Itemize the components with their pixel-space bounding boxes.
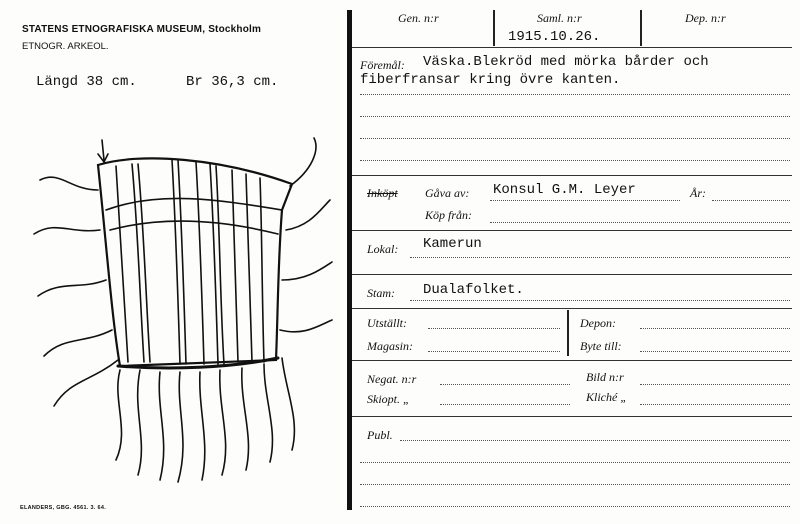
- dotted-line: [410, 300, 790, 301]
- dotted-line: [712, 200, 790, 201]
- bag-illustration: [20, 130, 340, 490]
- publ-label: Publ.: [367, 428, 393, 442]
- utstallt-label: Utställt:: [367, 316, 408, 330]
- length-value: Längd 38 cm.: [36, 74, 137, 90]
- negat-label: Negat. n:r: [367, 372, 417, 386]
- struck-label: Inköpt: [367, 186, 398, 200]
- gen-label: Gen. n:r: [398, 11, 439, 25]
- margin-rule: [347, 10, 352, 510]
- dotted-line: [360, 138, 790, 139]
- dotted-line: [360, 116, 790, 117]
- dotted-line: [410, 257, 790, 258]
- section-rule: [352, 308, 792, 309]
- dotted-line: [440, 384, 570, 385]
- dotted-line: [640, 351, 790, 352]
- section-rule: [352, 274, 792, 275]
- lokal-value: Kamerun: [423, 236, 482, 252]
- dotted-line: [428, 328, 560, 329]
- dotted-line: [360, 462, 790, 463]
- separator: [493, 10, 495, 46]
- stam-label: Stam:: [367, 286, 395, 300]
- dotted-line: [440, 404, 570, 405]
- gava-label: Gåva av:: [425, 186, 470, 200]
- museum-name: STATENS ETNOGRAFISKA MUSEUM, Stockholm: [22, 24, 262, 35]
- dotted-line: [640, 328, 790, 329]
- foremal-line1: Väska.Blekröd med mörka bårder och: [423, 54, 709, 70]
- header-rule: [352, 47, 792, 48]
- skiopt-label: Skiopt. „: [367, 392, 410, 406]
- saml-value: 1915.10.26.: [508, 29, 601, 45]
- dep-label: Dep. n:r: [685, 11, 726, 25]
- section-rule: [352, 416, 792, 417]
- magasin-label: Magasin:: [367, 339, 413, 353]
- section-rule: [352, 360, 792, 361]
- dotted-line: [360, 94, 790, 95]
- section-rule: [352, 230, 792, 231]
- dotted-line: [428, 351, 560, 352]
- bild-label: Bild n:r: [586, 370, 624, 384]
- foremal-line2: fiberfransar kring övre kanten.: [360, 72, 621, 88]
- dotted-line: [360, 506, 790, 507]
- gava-value: Konsul G.M. Leyer: [493, 182, 636, 198]
- lokal-label: Lokal:: [367, 242, 399, 256]
- dotted-line: [490, 222, 790, 223]
- stam-value: Dualafolket.: [423, 282, 524, 298]
- byte-label: Byte till:: [580, 339, 622, 353]
- kop-label: Köp från:: [425, 208, 473, 222]
- foremal-label: Föremål:: [360, 58, 405, 72]
- section-rule: [352, 175, 792, 176]
- width-value: Br 36,3 cm.: [186, 74, 279, 90]
- separator: [640, 10, 642, 46]
- depon-label: Depon:: [580, 316, 616, 330]
- kliche-label: Kliché „: [586, 390, 627, 404]
- ar-label: År:: [690, 186, 706, 200]
- dotted-line: [640, 384, 790, 385]
- dotted-line: [490, 200, 680, 201]
- department: ETNOGR. ARKEOL.: [22, 41, 109, 52]
- dotted-line: [360, 484, 790, 485]
- printer-note: ELANDERS, GBG. 4561. 3. 64.: [20, 505, 107, 511]
- museum-city: Stockholm: [208, 24, 262, 35]
- dotted-line: [640, 404, 790, 405]
- dotted-line: [360, 160, 790, 161]
- saml-label: Saml. n:r: [537, 11, 582, 25]
- separator: [567, 310, 569, 356]
- dotted-line: [400, 440, 790, 441]
